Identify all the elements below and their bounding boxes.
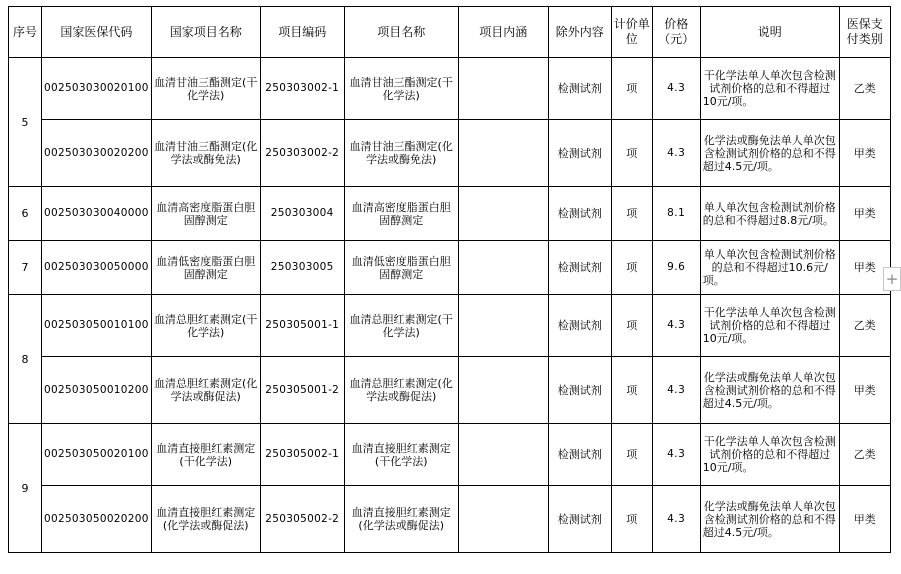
national-code-cell: 002503050010100: [42, 295, 152, 357]
table-row: [9, 486, 891, 553]
item-name-cell: 血清直接胆红素测定(化学法或酶促法): [344, 486, 458, 553]
table-row: [9, 120, 891, 187]
table-row: [9, 295, 891, 357]
note-cell: 化学法或酶免法单人单次包含检测试剂价格的总和不得超过4.5元/项。: [700, 357, 839, 424]
table-row: [9, 424, 891, 486]
item-code-cell: 250305002-1: [260, 424, 344, 486]
unit-cell: 项: [611, 241, 652, 295]
item-name-cell: 血清高密度脂蛋白胆固醇测定: [344, 187, 458, 241]
seq-cell: 7: [9, 241, 42, 295]
price-cell: 9.6: [652, 241, 700, 295]
category-cell: 甲类: [839, 187, 890, 241]
national-name-cell: 血清高密度脂蛋白胆固醇测定: [151, 187, 260, 241]
category-cell: 甲类: [839, 120, 890, 187]
national-name-cell: 血清总胆红素测定(干化学法): [151, 295, 260, 357]
item-name-cell: 血清直接胆红素测定(干化学法): [344, 424, 458, 486]
national-name-cell: 血清甘油三酯测定(化学法或酶免法): [151, 120, 260, 187]
unit-cell: 项: [611, 486, 652, 553]
header-excluded: 除外内容: [548, 7, 611, 58]
excluded-cell: 检测试剂: [548, 187, 611, 241]
unit-cell: 项: [611, 58, 652, 120]
excluded-cell: 检测试剂: [548, 120, 611, 187]
pricing-table: [8, 6, 891, 553]
excluded-cell: 检测试剂: [548, 58, 611, 120]
national-code-cell: 002503030020200: [42, 120, 152, 187]
item-code-cell: 250303005: [260, 241, 344, 295]
unit-cell: 项: [611, 357, 652, 424]
item-code-cell: 250303002-1: [260, 58, 344, 120]
excluded-cell: 检测试剂: [548, 357, 611, 424]
unit-cell: 项: [611, 120, 652, 187]
item-code-cell: 250303004: [260, 187, 344, 241]
header-item-code: 项目编码: [260, 7, 344, 58]
connotation-cell: [458, 241, 548, 295]
note-cell: 单人单次包含检测试剂价格的总和不得超过8.8元/项。: [700, 187, 839, 241]
header-category: 医保支付类别: [839, 7, 890, 58]
category-cell: 甲类: [839, 241, 890, 295]
price-cell: 4.3: [652, 295, 700, 357]
connotation-cell: [458, 187, 548, 241]
national-code-cell: 002503030040000: [42, 187, 152, 241]
item-code-cell: 250303002-2: [260, 120, 344, 187]
national-name-cell: 血清总胆红素测定(化学法或酶促法): [151, 357, 260, 424]
national-code-cell: 002503030050000: [42, 241, 152, 295]
price-cell: 4.3: [652, 357, 700, 424]
note-cell: 化学法或酶免法单人单次包含检测试剂价格的总和不得超过4.5元/项。: [700, 486, 839, 553]
item-name-cell: 血清甘油三酯测定(化学法或酶免法): [344, 120, 458, 187]
unit-cell: 项: [611, 187, 652, 241]
national-name-cell: 血清甘油三酯测定(干化学法): [151, 58, 260, 120]
price-cell: 4.3: [652, 424, 700, 486]
unit-cell: 项: [611, 295, 652, 357]
category-cell: 甲类: [839, 357, 890, 424]
category-cell: 乙类: [839, 295, 890, 357]
note-cell: 单人单次包含检测试剂价格的总和不得超过10.6元/项。: [700, 241, 839, 295]
table-row: [9, 357, 891, 424]
note-cell: 化学法或酶免法单人单次包含检测试剂价格的总和不得超过4.5元/项。: [700, 120, 839, 187]
header-row: [9, 7, 891, 58]
seq-cell: 6: [9, 187, 42, 241]
connotation-cell: [458, 357, 548, 424]
item-code-cell: 250305001-2: [260, 357, 344, 424]
table-row: [9, 58, 891, 120]
note-cell: 干化学法单人单次包含检测试剂价格的总和不得超过10元/项。: [700, 295, 839, 357]
header-national-code: 国家医保代码: [42, 7, 152, 58]
header-item-name: 项目名称: [344, 7, 458, 58]
item-name-cell: 血清低密度脂蛋白胆固醇测定: [344, 241, 458, 295]
excluded-cell: 检测试剂: [548, 241, 611, 295]
seq-cell: 8: [9, 295, 42, 424]
unit-cell: 项: [611, 424, 652, 486]
note-cell: 干化学法单人单次包含检测试剂价格的总和不得超过10元/项。: [700, 58, 839, 120]
table-body: [9, 58, 891, 553]
item-code-cell: 250305001-1: [260, 295, 344, 357]
item-name-cell: 血清甘油三酯测定(干化学法): [344, 58, 458, 120]
national-name-cell: 血清低密度脂蛋白胆固醇测定: [151, 241, 260, 295]
category-cell: 甲类: [839, 486, 890, 553]
excluded-cell: 检测试剂: [548, 486, 611, 553]
national-code-cell: 002503050010200: [42, 357, 152, 424]
connotation-cell: [458, 120, 548, 187]
table-row: [9, 241, 891, 295]
connotation-cell: [458, 424, 548, 486]
price-cell: 4.3: [652, 120, 700, 187]
excluded-cell: 检测试剂: [548, 424, 611, 486]
national-code-cell: 002503050020200: [42, 486, 152, 553]
seq-cell: 5: [9, 58, 42, 187]
item-code-cell: 250305002-2: [260, 486, 344, 553]
connotation-cell: [458, 58, 548, 120]
price-cell: 8.1: [652, 187, 700, 241]
header-connotation: 项目内涵: [458, 7, 548, 58]
header-price: 价格（元）: [652, 7, 700, 58]
connotation-cell: [458, 486, 548, 553]
seq-cell: 9: [9, 424, 42, 553]
header-note: 说明: [700, 7, 839, 58]
header-unit: 计价单位: [611, 7, 652, 58]
excluded-cell: 检测试剂: [548, 295, 611, 357]
national-name-cell: 血清直接胆红素测定(化学法或酶促法): [151, 486, 260, 553]
national-name-cell: 血清直接胆红素测定(干化学法): [151, 424, 260, 486]
item-name-cell: 血清总胆红素测定(化学法或酶促法): [344, 357, 458, 424]
national-code-cell: 002503050020100: [42, 424, 152, 486]
header-national-name: 国家项目名称: [151, 7, 260, 58]
header-seq: 序号: [9, 7, 42, 58]
price-cell: 4.3: [652, 58, 700, 120]
note-cell: 干化学法单人单次包含检测试剂价格的总和不得超过10元/项。: [700, 424, 839, 486]
table-row: [9, 187, 891, 241]
plus-icon[interactable]: +: [883, 267, 901, 291]
price-cell: 4.3: [652, 486, 700, 553]
category-cell: 乙类: [839, 58, 890, 120]
category-cell: 乙类: [839, 424, 890, 486]
item-name-cell: 血清总胆红素测定(干化学法): [344, 295, 458, 357]
connotation-cell: [458, 295, 548, 357]
national-code-cell: 002503030020100: [42, 58, 152, 120]
